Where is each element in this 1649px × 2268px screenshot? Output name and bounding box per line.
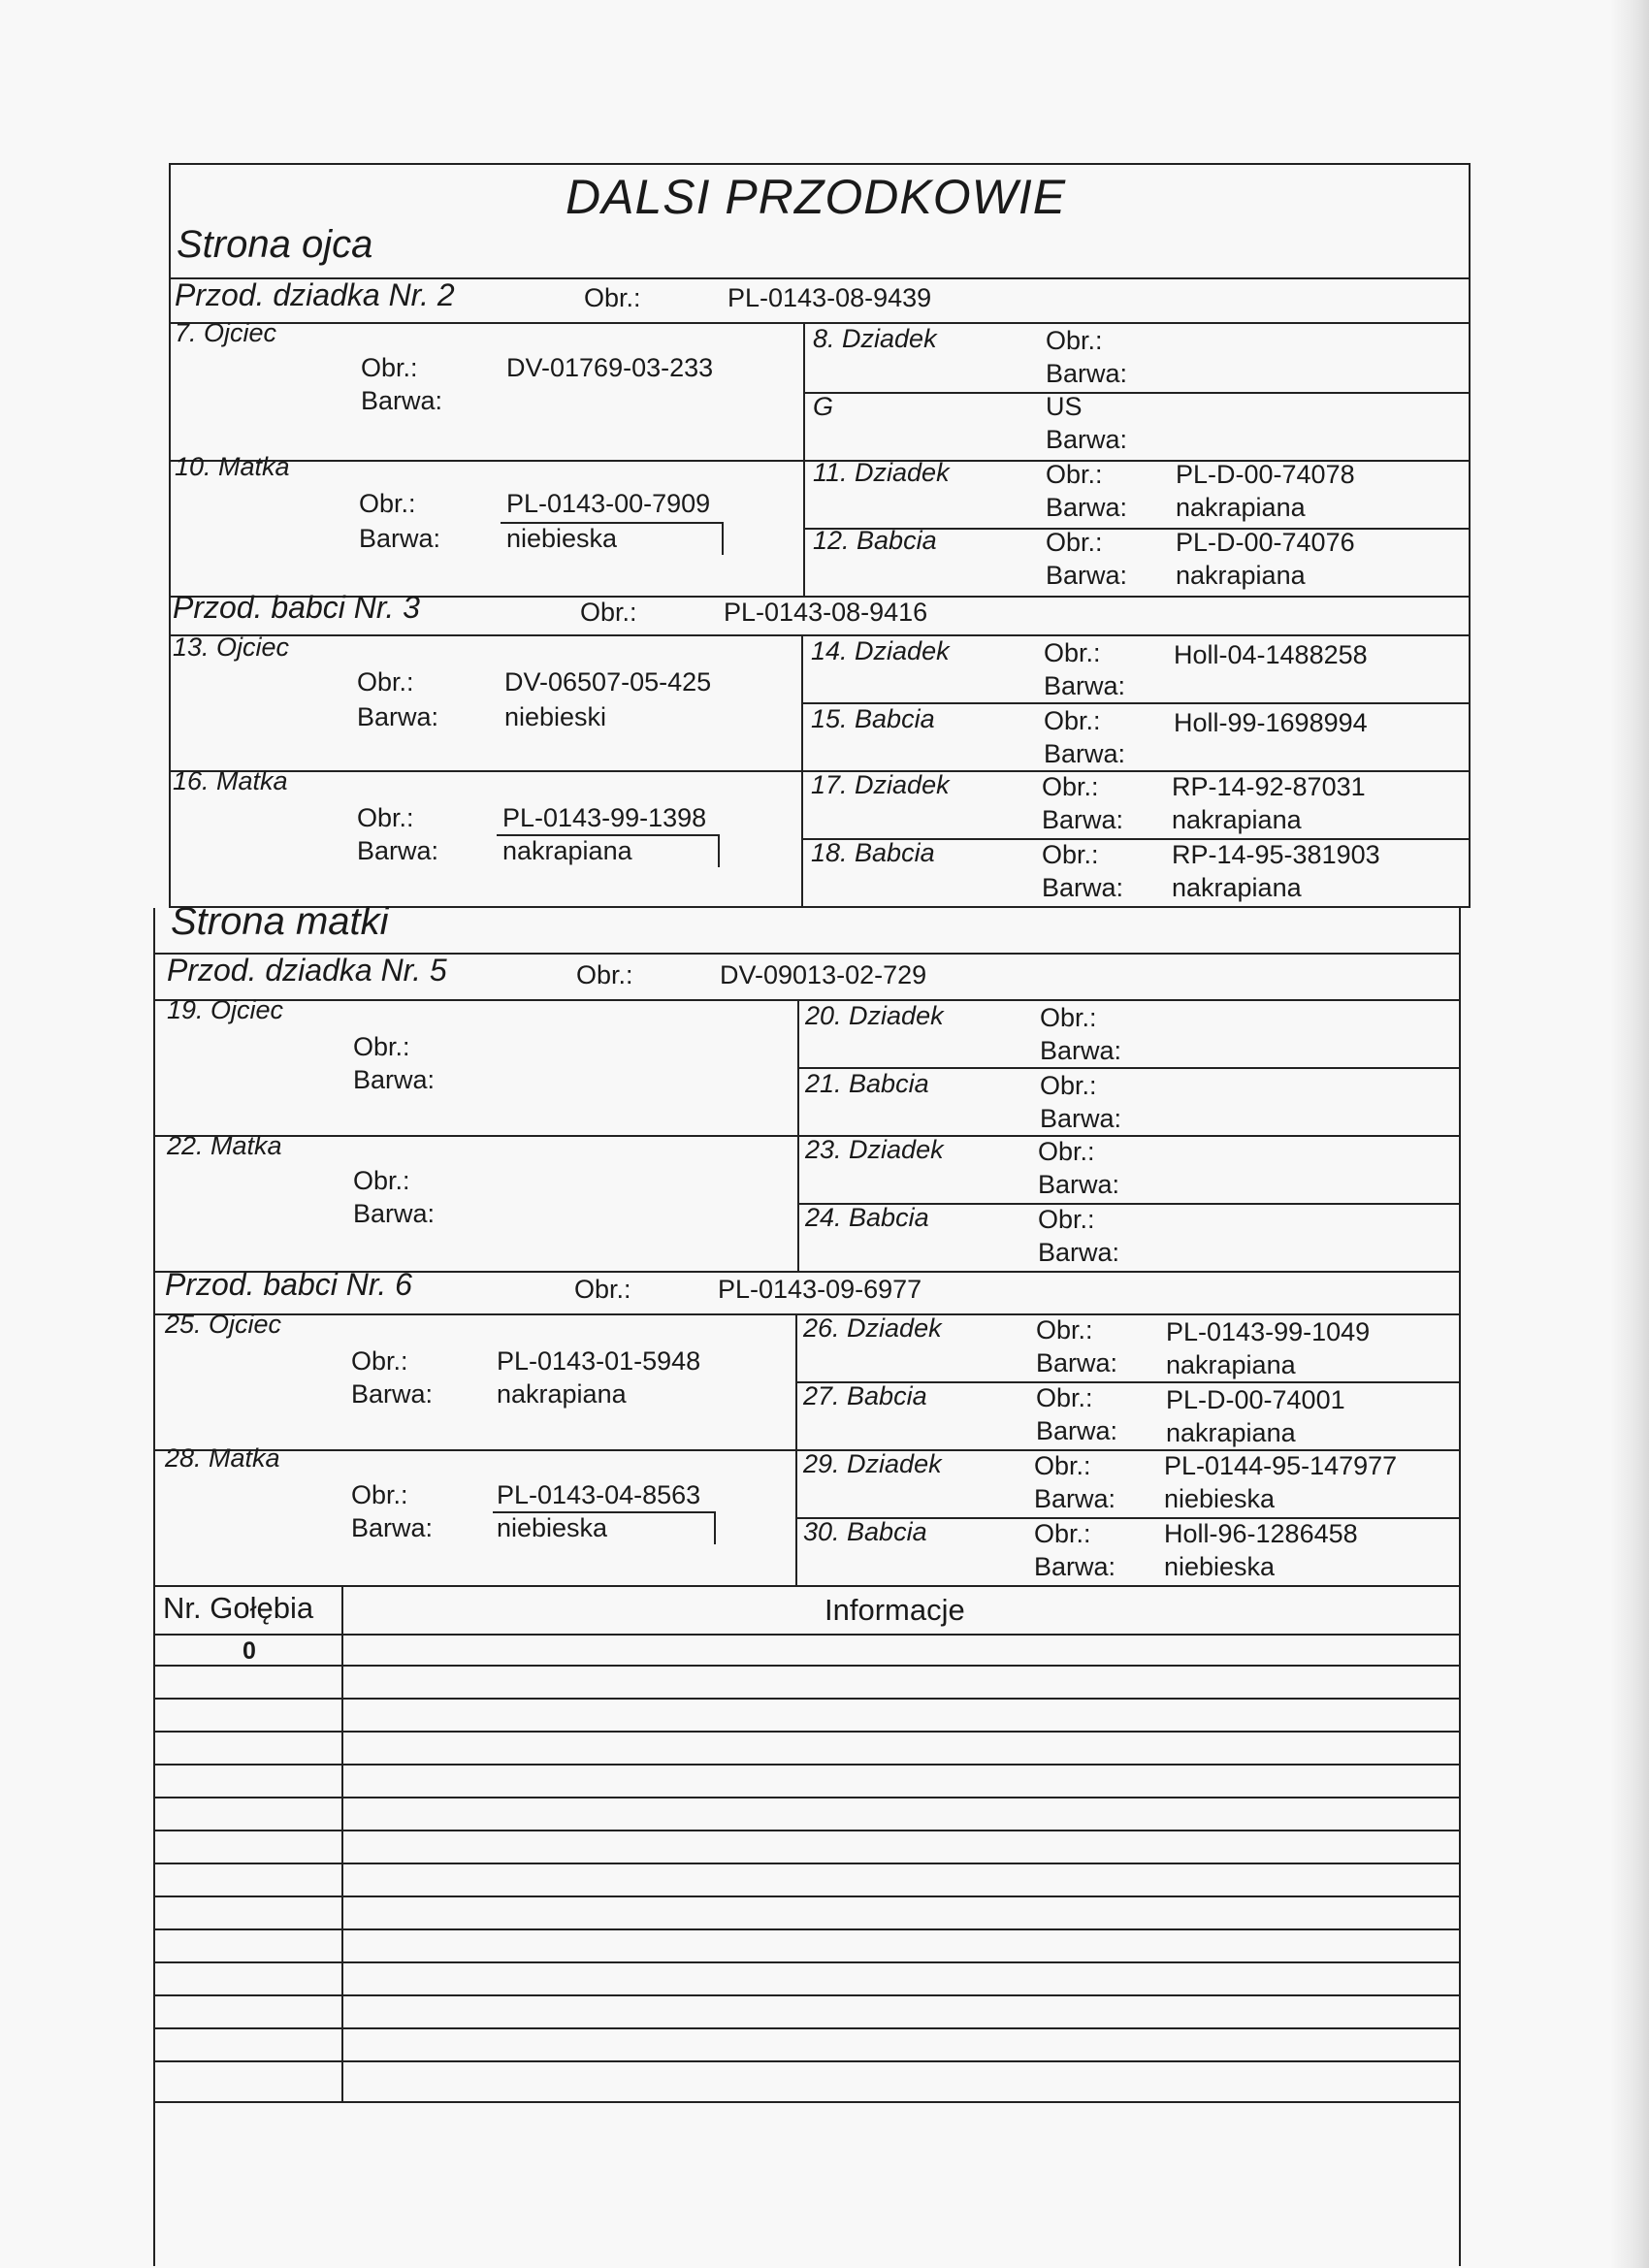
obr-label: Obr.:: [584, 283, 641, 312]
information-header: Informacje: [824, 1593, 965, 1627]
ancestor-29-label: 29. Dziadek: [803, 1449, 942, 1478]
barwa-label: Barwa:: [1038, 1170, 1120, 1199]
barwa-label: Barwa:: [1040, 1104, 1122, 1133]
ancestor-30-label: 30. Babcia: [803, 1517, 927, 1546]
obr-label: Obr.:: [1038, 1205, 1095, 1234]
barwa-label: Barwa:: [351, 1379, 434, 1409]
ancestor-25-label: 25. Ojciec: [165, 1310, 282, 1339]
obr-label: Obr.:: [361, 353, 418, 382]
ancestor-11-label: 11. Dziadek: [813, 458, 950, 487]
obr-label: Obr.:: [1046, 326, 1103, 355]
ancestor-13-ring: DV-06507-05-425: [504, 667, 712, 697]
barwa-label: Barwa:: [1044, 739, 1126, 768]
ancestor-20-label: 20. Dziadek: [805, 1001, 944, 1030]
obr-label: Obr.:: [1034, 1519, 1091, 1548]
mother-side-heading: Strona matki: [171, 900, 389, 943]
ancestor-10-label: 10. Matka: [175, 452, 290, 481]
ancestor-17-ring: RP-14-92-87031: [1172, 772, 1366, 801]
ancestor-24-label: 24. Babcia: [805, 1203, 929, 1232]
barwa-label: Barwa:: [357, 836, 439, 865]
ancestor-28-ring: PL-0143-04-8563: [497, 1480, 701, 1509]
ancestor-26-color: nakrapiana: [1166, 1350, 1296, 1379]
obr-label: Obr.:: [1042, 772, 1099, 801]
ancestor-14-ring: Holl-04-1488258: [1174, 640, 1368, 669]
obr-label: Obr.:: [357, 803, 414, 832]
ancestor-12-ring: PL-D-00-74076: [1176, 528, 1355, 557]
ancestor-7-label: 7. Ojciec: [175, 318, 277, 347]
ancestor-15-label: 15. Babcia: [811, 704, 935, 733]
obr-label: Obr.:: [1040, 1071, 1097, 1100]
block2-label: Przod. babci Nr. 3: [173, 590, 420, 625]
ancestor-29-color: niebieska: [1164, 1484, 1276, 1513]
ancestor-13-color: niebieski: [504, 702, 607, 731]
barwa-label: Barwa:: [359, 524, 441, 553]
ancestor-25-color: nakrapiana: [497, 1379, 627, 1409]
barwa-label: Barwa:: [357, 702, 439, 731]
ancestor-19-label: 19. Ojciec: [167, 995, 284, 1024]
ancestor-30-ring: Holl-96-1286458: [1164, 1519, 1358, 1548]
obr-label: Obr.:: [576, 960, 633, 989]
block4-label: Przod. babci Nr. 6: [165, 1267, 412, 1302]
ancestor-14-label: 14. Dziadek: [811, 636, 950, 665]
ancestor-11-color: nakrapiana: [1176, 493, 1306, 522]
barwa-label: Barwa:: [351, 1513, 434, 1542]
barwa-label: Barwa:: [1034, 1484, 1116, 1513]
ancestor-17-label: 17. Dziadek: [811, 770, 950, 799]
pigeon-number-cell: 0: [242, 1637, 256, 1665]
obr-label: Obr.:: [580, 598, 637, 627]
obr-label: Obr.:: [1036, 1383, 1093, 1412]
ancestor-16-color: nakrapiana: [502, 836, 632, 865]
barwa-label: Barwa:: [1042, 873, 1124, 902]
block4-ring-number: PL-0143-09-6977: [718, 1275, 922, 1304]
ancestor-30-color: niebieska: [1164, 1552, 1276, 1581]
barwa-label: Barwa:: [353, 1065, 436, 1094]
ancestor-11-ring: PL-D-00-74078: [1176, 460, 1355, 489]
ancestor-13-label: 13. Ojciec: [173, 632, 290, 662]
barwa-label: Barwa:: [361, 386, 443, 415]
obr-label: Obr.:: [1034, 1451, 1091, 1480]
form-title: DALSI PRZODKOWIE: [566, 170, 1067, 224]
barwa-label: Barwa:: [1038, 1238, 1120, 1267]
barwa-label: Barwa:: [1046, 493, 1128, 522]
ancestor-18-color: nakrapiana: [1172, 873, 1302, 902]
ancestor-12-label: 12. Babcia: [813, 526, 937, 555]
pigeon-number-header: Nr. Gołębia: [163, 1591, 314, 1625]
ancestor-29-ring: PL-0144-95-147977: [1164, 1451, 1398, 1480]
obr-label: Obr.:: [351, 1346, 408, 1376]
ancestor-8-label: 8. Dziadek: [813, 324, 937, 353]
ancestor-22-label: 22. Matka: [167, 1131, 282, 1160]
barwa-label: Barwa:: [1046, 359, 1128, 388]
obr-label: Obr.:: [1044, 706, 1101, 735]
obr-label: Obr.:: [353, 1032, 410, 1061]
ancestor-18-label: 18. Babcia: [811, 838, 935, 867]
barwa-label: Barwa:: [1034, 1552, 1116, 1581]
ancestor-27-ring: PL-D-00-74001: [1166, 1385, 1345, 1414]
ancestor-18-ring: RP-14-95-381903: [1172, 840, 1380, 869]
block1-label: Przod. dziadka Nr. 2: [175, 277, 455, 312]
ancestor-7-ring: DV-01769-03-233: [506, 353, 714, 382]
ancestor-10-ring: PL-0143-00-7909: [506, 489, 711, 518]
ancestor-26-label: 26. Dziadek: [803, 1313, 942, 1343]
obr-label: Obr.:: [1042, 840, 1099, 869]
barwa-label: Barwa:: [353, 1199, 436, 1228]
barwa-label: Barwa:: [1046, 425, 1128, 454]
barwa-label: Barwa:: [1044, 671, 1126, 700]
barwa-label: Barwa:: [1046, 561, 1128, 590]
ancestor-g-ring: US: [1046, 392, 1083, 421]
ancestor-27-label: 27. Babcia: [803, 1381, 927, 1410]
ancestor-28-color: niebieska: [497, 1513, 608, 1542]
ancestor-16-label: 16. Matka: [173, 766, 288, 795]
ancestor-25-ring: PL-0143-01-5948: [497, 1346, 701, 1376]
ancestor-12-color: nakrapiana: [1176, 561, 1306, 590]
obr-label: Obr.:: [353, 1166, 410, 1195]
ancestor-10-color: niebieska: [506, 524, 618, 553]
block1-ring-number: PL-0143-08-9439: [728, 283, 932, 312]
ancestor-21-label: 21. Babcia: [805, 1069, 929, 1098]
obr-label: Obr.:: [1036, 1315, 1093, 1345]
obr-label: Obr.:: [359, 489, 416, 518]
obr-label: Obr.:: [1046, 528, 1103, 557]
block3-label: Przod. dziadka Nr. 5: [167, 953, 447, 988]
ancestor-26-ring: PL-0143-99-1049: [1166, 1317, 1371, 1346]
barwa-label: Barwa:: [1042, 805, 1124, 834]
ancestry-form: [153, 163, 1471, 2103]
obr-label: Obr.:: [351, 1480, 408, 1509]
obr-label: Obr.:: [574, 1275, 631, 1304]
block3-ring-number: DV-09013-02-729: [720, 960, 927, 989]
obr-label: Obr.:: [1038, 1137, 1095, 1166]
block2-ring-number: PL-0143-08-9416: [724, 598, 928, 627]
obr-label: Obr.:: [1044, 638, 1101, 667]
ancestor-g-label: G: [813, 392, 834, 421]
page-edge-shadow: [1610, 0, 1649, 2268]
ancestor-16-ring: PL-0143-99-1398: [502, 803, 707, 832]
obr-label: Obr.:: [1040, 1003, 1097, 1032]
father-side-heading: Strona ojca: [177, 223, 373, 266]
barwa-label: Barwa:: [1036, 1348, 1118, 1377]
ancestor-23-label: 23. Dziadek: [805, 1135, 944, 1164]
barwa-label: Barwa:: [1040, 1036, 1122, 1065]
obr-label: Obr.:: [1046, 460, 1103, 489]
barwa-label: Barwa:: [1036, 1416, 1118, 1445]
ancestor-28-label: 28. Matka: [165, 1443, 280, 1473]
ancestor-17-color: nakrapiana: [1172, 805, 1302, 834]
obr-label: Obr.:: [357, 667, 414, 697]
ancestor-27-color: nakrapiana: [1166, 1418, 1296, 1447]
ancestor-15-ring: Holl-99-1698994: [1174, 708, 1368, 737]
